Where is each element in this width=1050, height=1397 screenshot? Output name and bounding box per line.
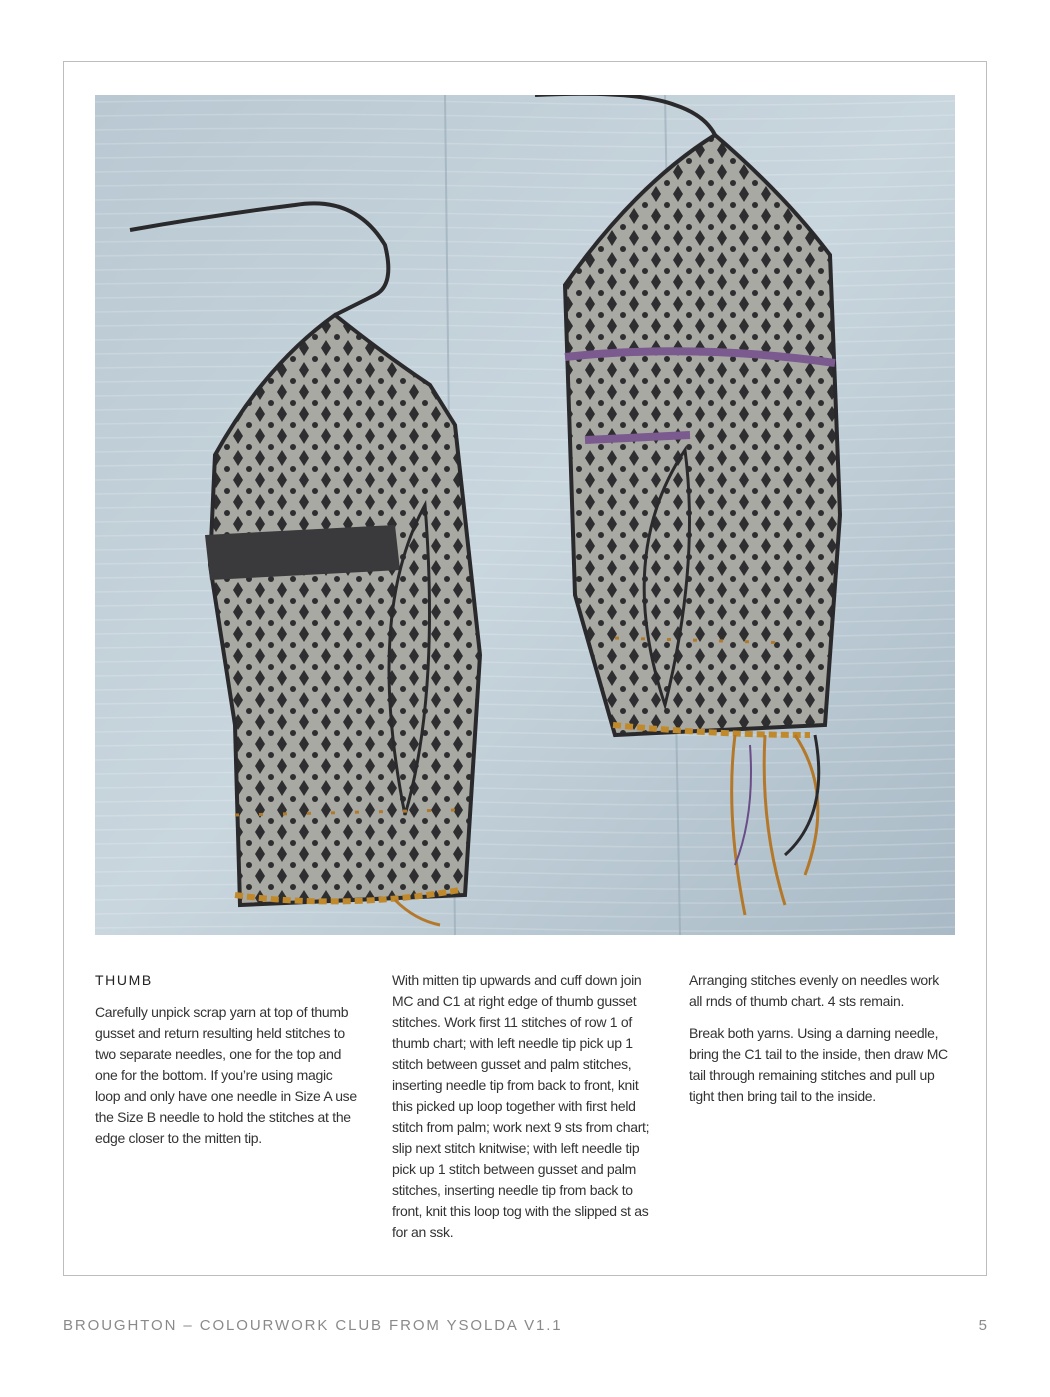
paragraph: With mitten tip upwards and cuff down join MC and C1 at right edge of thumb gusset stitches. Work first 11 stitches of row 1 of thumb chart; with left needle tip pick up 1 stitch between gusset and palm stitches, inserting needle tip from back to front, knit this picked up loop together with first held stitch from palm; work next 9 sts from chart; slip next stitch knitwise; with left needle tip pick up 1 stitch between gusset and palm stitches, inserting needle tip from back to front, knit this loop tog with the slipped st as for an ssk. [392,972,650,1240]
page-footer [63,1317,987,1334]
column-3 [689,970,951,1118]
paragraph: Arranging stitches evenly on needles work all rnds of thumb chart. 4 sts remain. [689,972,939,1009]
page-number: 5 [978,1317,987,1334]
column-1 [95,970,357,1160]
section-heading: THUMB [95,972,153,988]
paragraph: Break both yarns. Using a darning needle, bring the C1 tail to the inside, then draw MC tail through remaining stitches and pull up tight then bring tail to the inside. [689,1025,948,1104]
column-2 [392,970,654,1254]
mittens-photo [95,95,955,935]
paragraph: Carefully unpick scrap yarn at top of thumb gusset and return resulting held stitches to two separate needles, one for the top and one for the bottom. If you’re using magic loop and only have one needle in Size A use the Size B needle to hold the stitches at the edge closer to the mitten tip. [95,1004,357,1146]
footer-title: BROUGHTON – COLOURWORK CLUB FROM YSOLDA V1.1 [63,1317,563,1334]
